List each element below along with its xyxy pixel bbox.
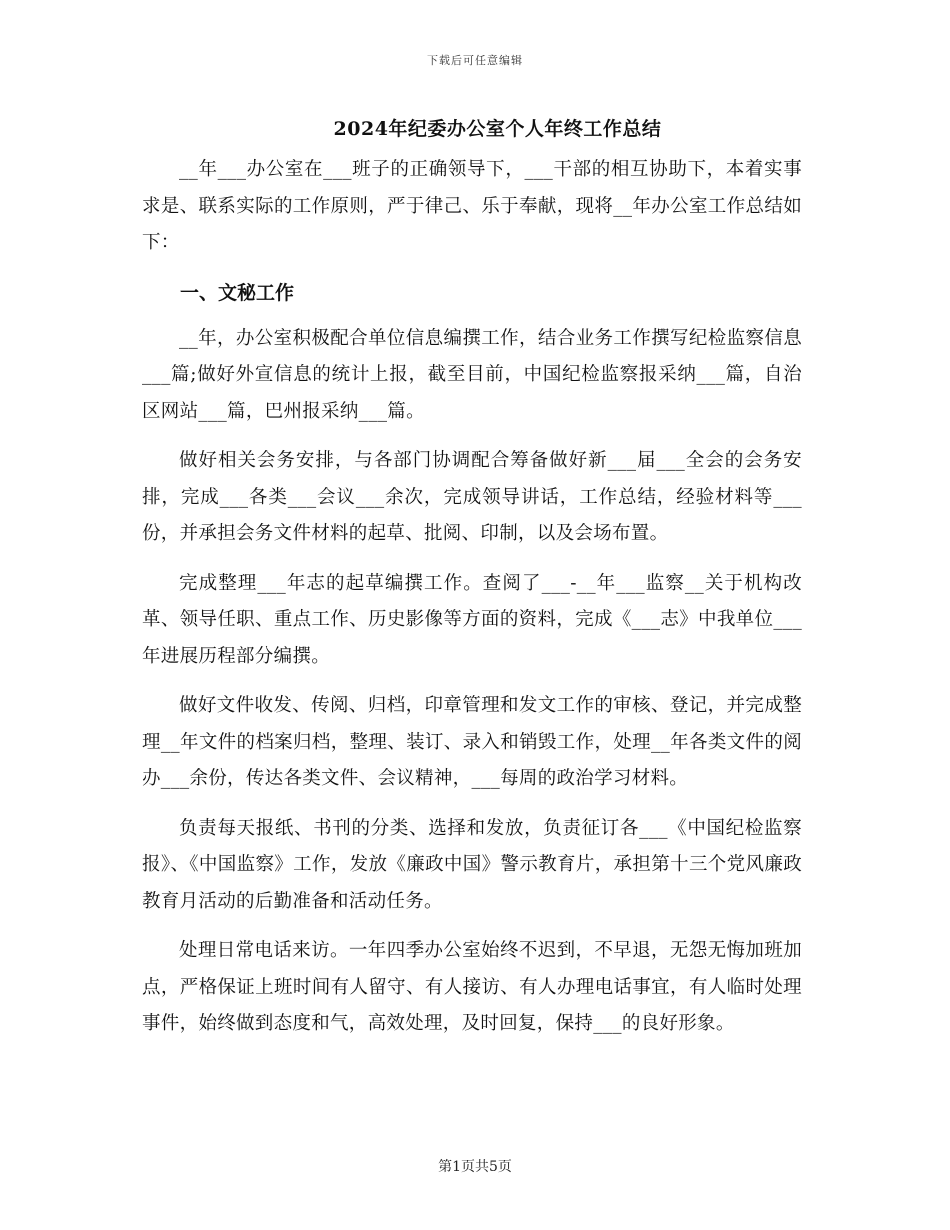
body-paragraph: 做好文件收发、传阅、归档，印章管理和发文工作的审核、登记，并完成整理__年文件的档案归档，整理、装订、录入和销毁工作，处理__年各类文件的阅办___余份，传达各类文件、会议精神，___每周的政治学习材料。 (142, 695, 802, 789)
document-title: 2024年纪委办公室个人年终工作总结 (333, 118, 662, 140)
body-paragraph: 负责每天报纸、书刊的分类、选择和发放，负责征订各___《中国纪检监察报》、《中国监察》工作，发放《廉政中国》警示教育片，承担第十三个党风廉政教育月活动的后勤准备和活动任务。 (142, 817, 802, 912)
document-body (142, 152, 802, 1056)
body-paragraph: 处理日常电话来访。一年四季办公室始终不迟到，不早退，无怨无悔加班加点，严格保证上班时间有人留守、有人接访、有人办理电话事宜，有人临时处理事件，始终做到态度和气，高效处理，及时回复，保持___的良好形象。 (142, 940, 802, 1034)
page-header-note: 下载后可任意编辑 (427, 54, 523, 67)
body-paragraph: __年，办公室积极配合单位信息编撰工作，结合业务工作撰写纪检监察信息___篇;做好外宣信息的统计上报，截至目前，中国纪检监察报采纳___篇，自治区网站___篇，巴州报采纳___篇。 (142, 327, 802, 422)
section-heading-secretarial: 一、文秘工作 (180, 281, 295, 304)
intro-paragraph: __年___办公室在___班子的正确领导下，___干部的相互协助下，本着实事求是、联系实际的工作原则，严于律己、乐于奉献，现将__年办公室工作总结如下： (142, 159, 802, 253)
body-paragraph: 完成整理___年志的起草编撰工作。查阅了___-__年___监察__关于机构改革、领导任职、重点工作、历史影像等方面的资料，完成《___志》中我单位___年进展历程部分编撰。 (142, 572, 802, 667)
body-paragraph: 做好相关会务安排，与各部门协调配合筹备做好新___届___全会的会务安排，完成___各类___会议___余次，完成领导讲话，工作总结，经验材料等___份，并承担会务文件材料的起草、批阅、印制，以及会场布置。 (142, 450, 802, 544)
page-number-footer: 第1页共5页 (438, 1159, 512, 1175)
